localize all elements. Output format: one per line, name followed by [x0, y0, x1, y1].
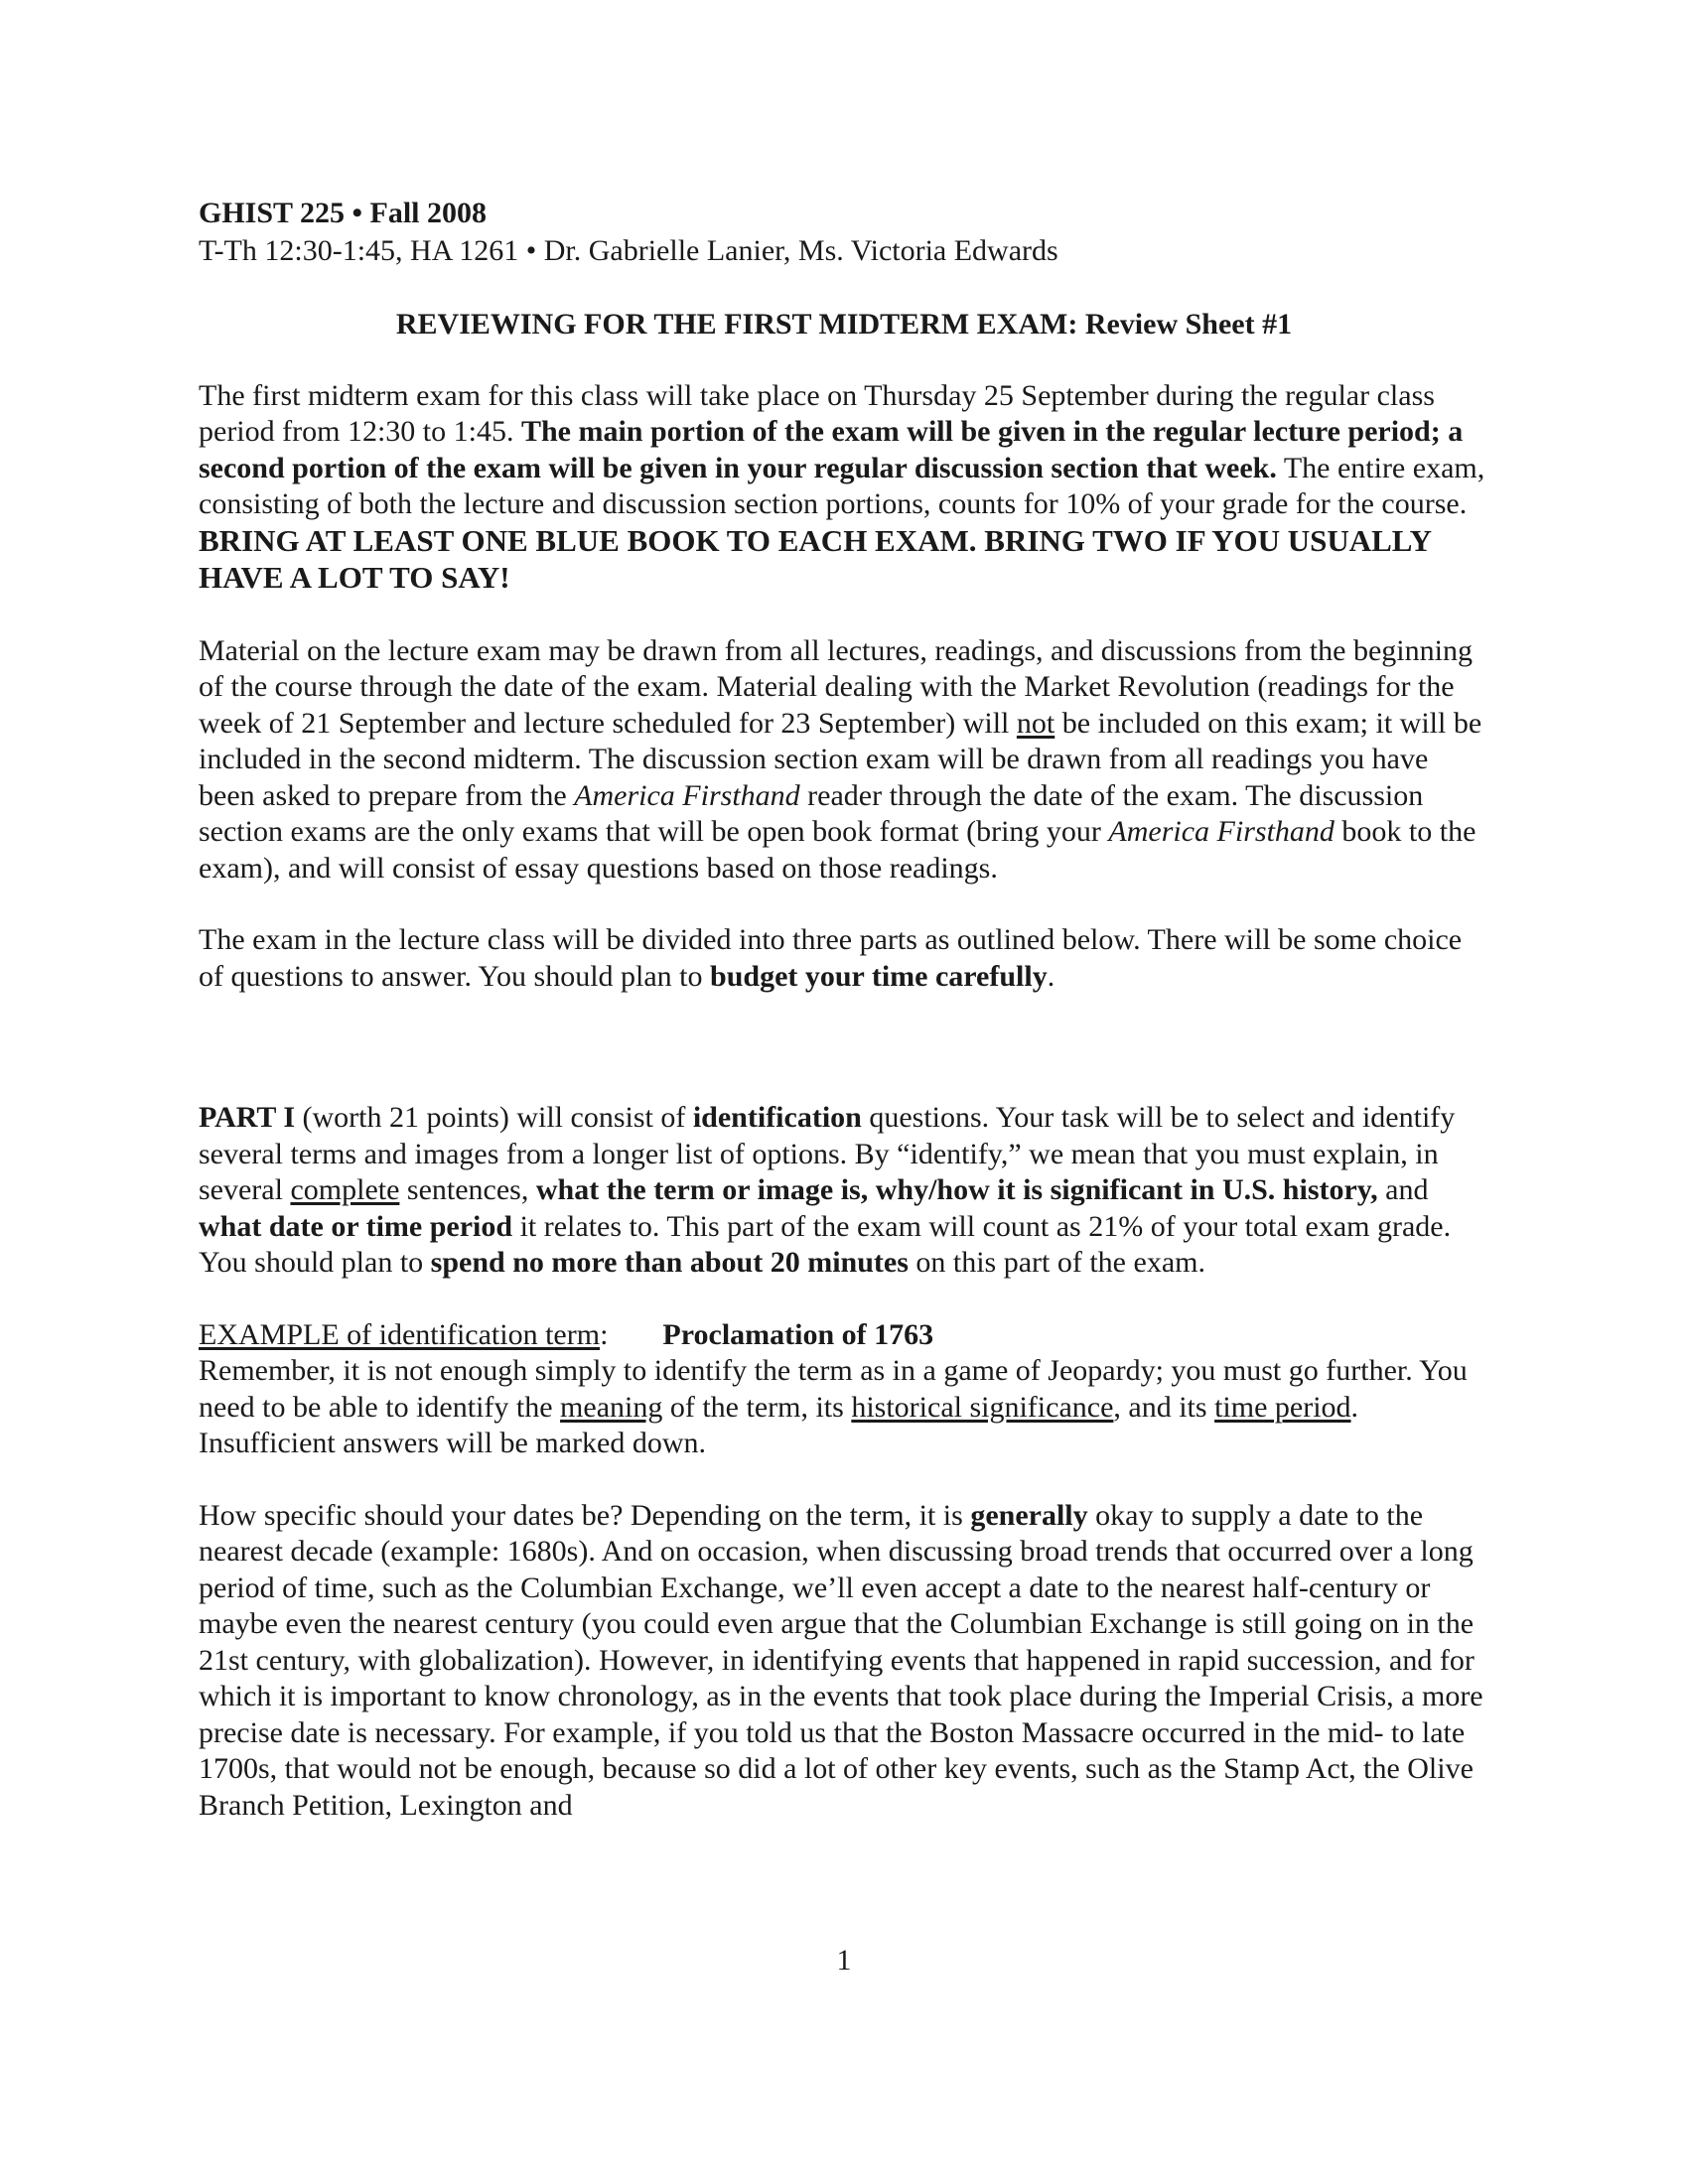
text-run: . — [1047, 959, 1055, 993]
paragraph-date-specificity — [199, 1498, 1489, 1825]
text-run: How specific should your dates be? Depending on the term, it is — [199, 1498, 971, 1532]
title-bold: REVIEWING FOR THE FIRST MIDTERM EXAM: — [395, 308, 1078, 341]
paragraph-exam-schedule — [199, 378, 1489, 598]
example-colon: : — [600, 1317, 609, 1351]
text-run: questions. Your task will be to select and identify several terms and images from a longer list of options. By “identify,” we mean that you must explain, in several — [199, 1101, 1456, 1206]
course-header-line-2 — [199, 232, 1489, 270]
paragraph-part-one — [199, 1100, 1489, 1282]
text-run: and — [1377, 1173, 1429, 1206]
bold-run: The main portion of the exam will be given in the regular lecture period; a second portion of the exam will be given in your regular discussion section that week. — [199, 415, 1464, 484]
text-run: , and its — [1113, 1390, 1215, 1424]
text-run: Material on the lecture exam may be drawn from all lectures, readings, and discussions from the beginning of the course through the date of the exam. Material dealing with the Market Revolution (readings for the week of 21 September and lecture scheduled for 23 September) will — [199, 633, 1473, 740]
text-run: The exam in the lecture class will be divided into three parts as outlined below. There will be some choice of questions to answer. You should plan to — [199, 923, 1463, 993]
bold-caps-run: BRING AT LEAST ONE BLUE BOOK TO EACH EXAM. BRING TWO IF YOU USUALLY HAVE A LOT TO SAY! — [199, 522, 1431, 595]
text-run: on this part of the exam. — [908, 1246, 1205, 1279]
underline-run: historical significance — [851, 1390, 1114, 1424]
text-run: book to the exam), and will consist of essay questions based on those readings. — [199, 815, 1477, 885]
text-run: (worth 21 points) will consist of — [295, 1101, 693, 1134]
paragraph-example — [199, 1317, 1489, 1462]
text-run: it relates to. This part of the exam will count as 21% of your total exam grade. You should plan to — [199, 1209, 1452, 1279]
underline-run: meaning — [560, 1390, 663, 1424]
bold-run: budget your time carefully — [710, 959, 1048, 993]
header-bullet: • — [352, 197, 363, 229]
part-heading: PART I — [199, 1101, 296, 1134]
course-code: GHIST 225 — [199, 197, 345, 229]
text-run: reader through the date of the exam. The discussion section exams are the only exams that will be open book format (bring your — [199, 778, 1424, 848]
paragraph-exam-material — [199, 633, 1489, 887]
text-run: The first midterm exam for this class will take place on Thursday 25 September during the regular class period from 12:30 to 1:45. — [199, 378, 1435, 448]
underline-run: complete — [290, 1173, 400, 1206]
page-content — [199, 195, 1489, 1824]
text-run: sentences, — [399, 1173, 536, 1206]
document-title — [199, 307, 1489, 343]
paragraph-exam-parts — [199, 922, 1489, 995]
text-run: Remember, it is not enough simply to identify the term as in a game of Jeopardy; you must go further. You need to be able to identify the — [199, 1354, 1468, 1424]
underline-run: time period — [1214, 1390, 1351, 1424]
bold-run: what the term or image is, why/how it is significant in U.S. history, — [535, 1173, 1378, 1206]
text-run: . Insufficient answers will be marked down. — [199, 1390, 1359, 1459]
title-rest: Review Sheet #1 — [1084, 308, 1293, 341]
bold-run: identification — [692, 1101, 862, 1134]
italic-run: America Firsthand — [1108, 815, 1335, 848]
text-run: of the term, its — [662, 1390, 852, 1424]
italic-run: America Firsthand — [574, 778, 800, 812]
course-term: Fall 2008 — [369, 197, 488, 229]
course-header-line-1 — [199, 195, 1489, 232]
example-label: EXAMPLE of identification term — [199, 1317, 601, 1351]
text-run: okay to supply a date to the nearest decade (example: 1680s). And on occasion, when discussing broad trends that occurred over a long period of time, such as the Columbian Exchange, we’ll even accept a date to the nearest half-century or maybe even the nearest century (you could even argue that the Columbian Exchange is still going on in the 21st century, with globalization). However, in identifying events that happened in rapid succession, and for which it is important to know chronology, as in the events that took place during the Imperial Crisis, a more precise date is necessary. For example, if you told us that the Boston Massacre occurred in the mid- to late 1700s, that would not be enough, because so did a lot of other key events, such as the Stamp Act, the Olive Branch Petition, Lexington and — [199, 1498, 1483, 1822]
example-term: Proclamation of 1763 — [662, 1317, 934, 1351]
text-run: The entire exam, consisting of both the lecture and discussion section portions, counts for 10% of your grade for the course. — [199, 451, 1485, 520]
course-schedule: T-Th 12:30-1:45, HA 1261 — [199, 234, 519, 267]
course-instructors: Dr. Gabrielle Lanier, Ms. Victoria Edwards — [543, 234, 1058, 267]
text-run: be included on this exam; it will be included in the second midterm. The discussion section exam will be drawn from all readings you have been asked to prepare from the — [199, 706, 1482, 812]
header-bullet-2: • — [525, 234, 537, 267]
page-number: 1 — [836, 1944, 852, 1977]
underline-run: not — [1016, 706, 1055, 740]
bold-run: generally — [970, 1498, 1088, 1532]
bold-run: spend no more than about 20 minutes — [430, 1246, 909, 1279]
bold-run: what date or time period — [199, 1209, 513, 1243]
